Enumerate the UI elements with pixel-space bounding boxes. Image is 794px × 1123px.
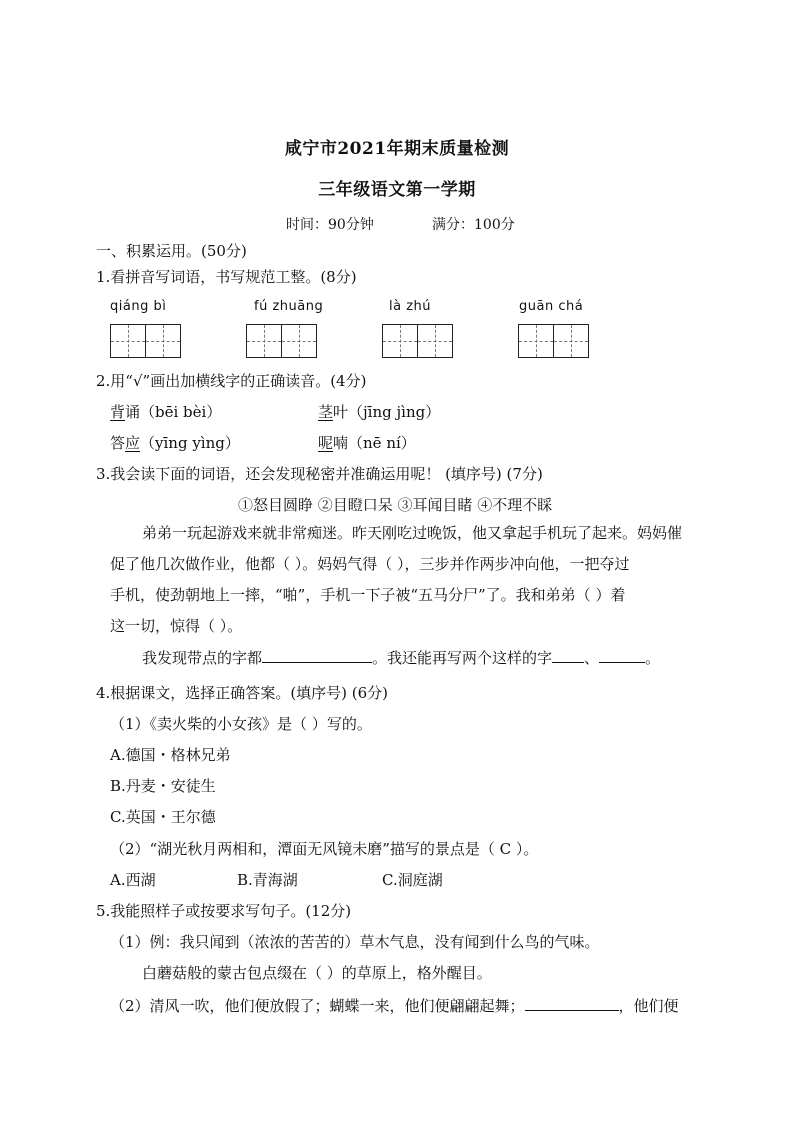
underlined-char: 背 — [110, 403, 126, 421]
pinyin-label: là zhú — [389, 299, 432, 314]
separator: 、 — [584, 649, 600, 667]
choice-option[interactable]: B.青海湖 — [237, 871, 298, 889]
pinyin-label: fú zhuāng — [254, 299, 324, 314]
reading-item[interactable] — [110, 401, 221, 422]
underlined-char: 呢 — [318, 434, 334, 452]
choice-option[interactable]: C.英国・王尔德 — [110, 808, 216, 826]
fill-sentence-2 — [110, 995, 679, 1016]
discovery-line — [142, 643, 660, 674]
pinyin-label: guān chá — [519, 299, 584, 314]
reading-item[interactable] — [318, 432, 416, 453]
writing-grid[interactable] — [382, 324, 453, 358]
writing-grid[interactable] — [110, 324, 181, 358]
question-4-title: 4.根据课文，选择正确答案。(填序号) (6分) — [96, 684, 389, 702]
pinyin-label: qiáng bì — [110, 299, 167, 314]
sub-question: （2）“湖光秋月两相和，潭面无风镜未磨”描写的景点是（ C ）。 — [110, 840, 539, 858]
section-title: 一、积累运用。(50分) — [96, 242, 247, 260]
discovery-text: 。我还能再写两个这样的字 — [372, 649, 553, 667]
question-5-title: 5.我能照样子或按要求写句子。(12分) — [96, 902, 352, 920]
reading-options: 叶（jīng jìng） — [333, 403, 441, 421]
discovery-text: 我发现带点的字都 — [142, 649, 263, 667]
example-sentence: （1）例：我只闻到（浓浓的苦苦的）草木气息，没有闻到什么鸟的气味。 — [110, 933, 600, 951]
choice-option[interactable]: A.德国・格林兄弟 — [110, 746, 231, 764]
sentence-text: （2）清风一吹，他们便放假了；蝴蝶一来，他们便翩翩起舞； — [110, 997, 525, 1015]
reading-options: 喃（nē ní） — [333, 434, 416, 452]
paragraph-line: 这一切，惊得（ ）。 — [110, 617, 243, 635]
question-2-title: 2.用“√”画出加横线字的正确读音。(4分) — [96, 372, 367, 390]
underlined-char: 茎 — [318, 403, 334, 421]
reading-item[interactable] — [318, 401, 440, 422]
answer-blank[interactable] — [552, 647, 584, 663]
answer-blank[interactable] — [262, 647, 372, 663]
reading-options: （yīng yìng） — [140, 434, 240, 452]
question-1-title: 1.看拼音写词语，书写规范工整。(8分) — [96, 268, 357, 286]
exam-time: 时间：90分钟 — [286, 217, 374, 233]
period: 。 — [645, 649, 661, 667]
choice-option[interactable]: A.西湖 — [110, 871, 156, 889]
writing-grid[interactable] — [246, 324, 317, 358]
choice-option[interactable]: B.丹麦・安徒生 — [110, 777, 216, 795]
paragraph-line: 手机，使劲朝地上一摔，“啪”，手机一下子被“五马分尸”了。我和弟弟（ ）着 — [110, 586, 626, 604]
underlined-char: 应 — [125, 434, 141, 452]
sentence-text: ，他们便 — [618, 997, 679, 1015]
fill-sentence[interactable]: 白蘑菇般的蒙古包点缀在（ ）的草原上，格外醒目。 — [142, 964, 492, 982]
paragraph-line: 促了他几次做作业，他都（ ）。妈妈气得（ ），三步并作两步冲向他，一把夺过 — [110, 555, 630, 573]
question-3-title: 3.我会读下面的词语，还会发现秘密并准确运用呢！ (填序号) (7分) — [96, 465, 543, 483]
reading-item[interactable] — [110, 432, 240, 453]
answer-blank[interactable] — [599, 647, 645, 663]
choice-option[interactable]: C.洞庭湖 — [382, 871, 443, 889]
paragraph-line: 弟弟一玩起游戏来就非常痴迷。昨天刚吃过晚饭，他又拿起手机玩了起来。妈妈催 — [142, 524, 683, 542]
page-subtitle: 三年级语文第一学期 — [318, 180, 476, 200]
plain-char: 答 — [110, 434, 126, 452]
idiom-options: ①怒目圆睁 ②目瞪口呆 ③耳闻目睹 ④不理不睬 — [238, 496, 553, 514]
exam-score: 满分：100分 — [432, 217, 515, 233]
writing-grid[interactable] — [518, 324, 589, 358]
sub-question: （1）《卖火柴的小女孩》是（ ）写的。 — [110, 715, 372, 733]
page-title: 咸宁市2021年期末质量检测 — [284, 139, 510, 159]
answer-blank[interactable] — [525, 995, 619, 1011]
reading-options: 诵（bēi bèi） — [125, 403, 222, 421]
